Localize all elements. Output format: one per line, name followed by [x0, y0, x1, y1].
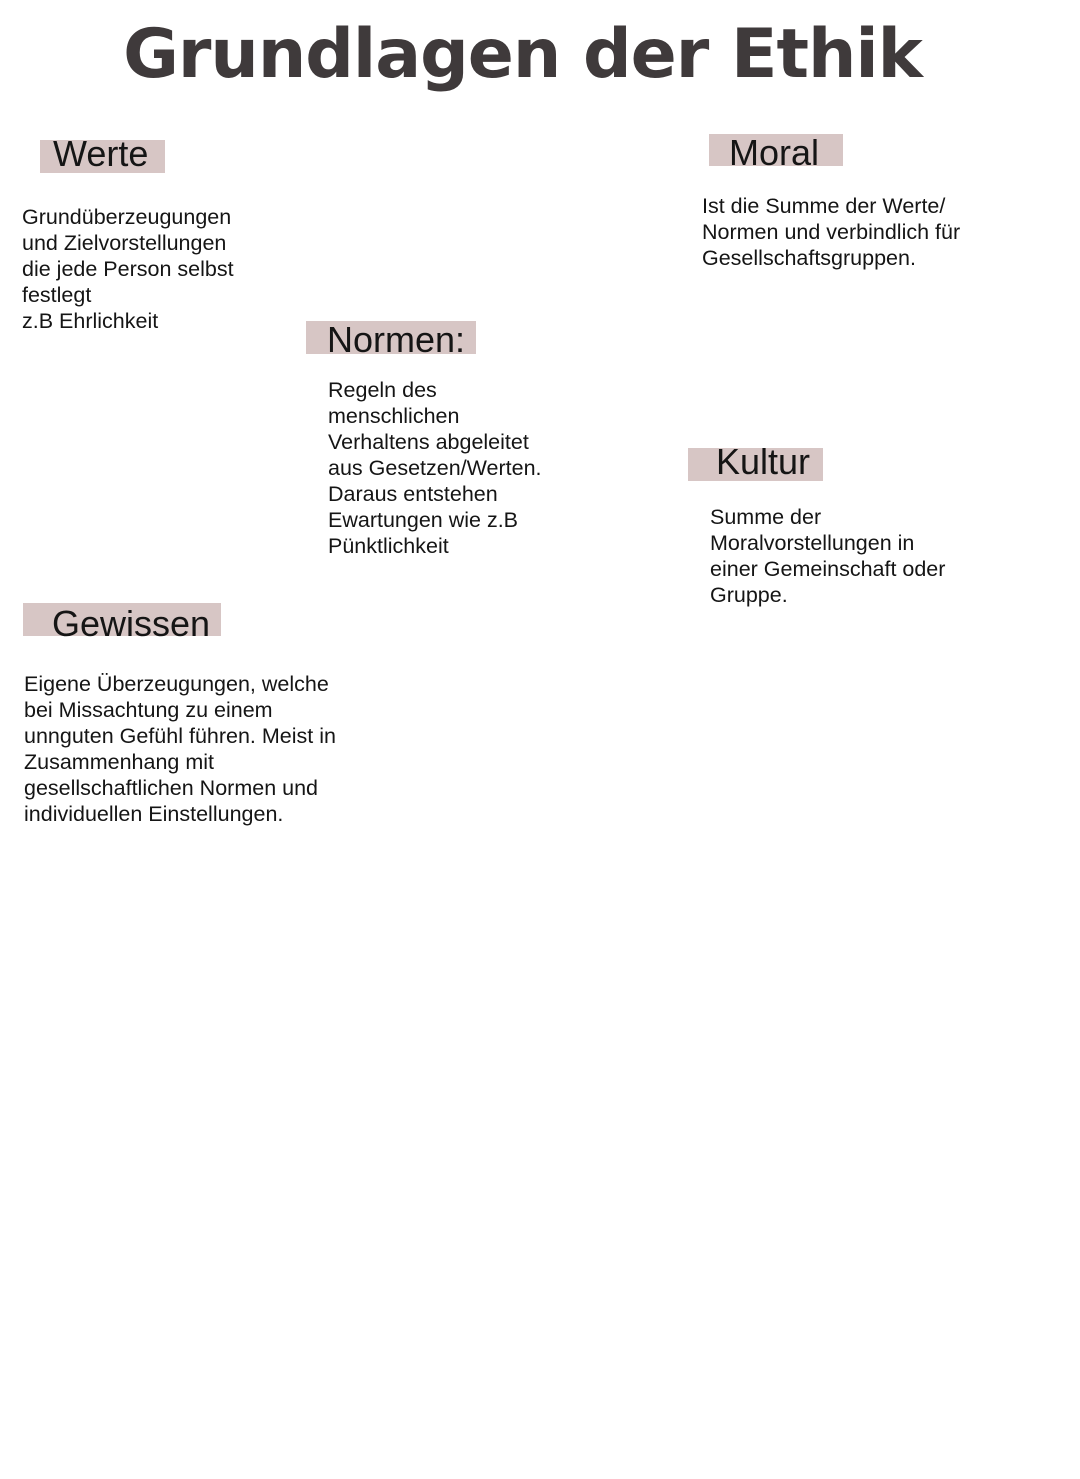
moral-line: Normen und verbindlich für [702, 220, 961, 244]
gewissen-line: gesellschaftlichen Normen und [24, 776, 318, 800]
moral-text [702, 193, 960, 271]
gewissen-line: Zusammenhang mit [24, 750, 214, 774]
page-title: Grundlagen der Ethik [123, 15, 922, 94]
moral-heading-text: Moral [729, 132, 820, 173]
moral-line: Gesellschaftsgruppen. [702, 246, 916, 270]
werte-line: und Zielvorstellungen [22, 231, 227, 255]
normen-line: Verhaltens abgeleitet [328, 430, 529, 454]
gewissen-line: Eigene Überzeugungen, welche [24, 672, 329, 696]
gewissen-text [24, 671, 336, 827]
moral-heading [729, 132, 820, 173]
werte-heading [53, 133, 149, 174]
gewissen-heading-text: Gewissen [52, 603, 211, 644]
kultur-line: Summe der [710, 505, 822, 529]
kultur-heading [716, 441, 811, 482]
kultur-heading-text: Kultur [716, 441, 811, 482]
normen-line: aus Gesetzen/Werten. [328, 456, 542, 480]
werte-text [22, 204, 234, 334]
gewissen-line: bei Missachtung zu einem [24, 698, 273, 722]
werte-line: Grundüberzeugungen [22, 205, 232, 229]
kultur-line: einer Gemeinschaft oder [710, 557, 946, 581]
kultur-line: Gruppe. [710, 583, 788, 607]
kultur-line: Moralvorstellungen in [710, 531, 915, 555]
werte-line: z.B Ehrlichkeit [22, 309, 159, 333]
normen-line: Pünktlichkeit [328, 534, 449, 558]
werte-line: die jede Person selbst [22, 257, 234, 281]
normen-line: Ewartungen wie z.B [328, 508, 519, 532]
kultur-text [710, 504, 945, 608]
normen-heading-text: Normen: [327, 319, 466, 360]
gewissen-line: individuellen Einstellungen. [24, 802, 284, 826]
gewissen-line: unnguten Gefühl führen. Meist in [24, 724, 336, 748]
normen-heading [327, 319, 466, 360]
moral-line: Ist die Summe der Werte/ [702, 194, 946, 218]
gewissen-heading [52, 603, 211, 644]
normen-text [328, 377, 542, 559]
normen-line: menschlichen [328, 404, 460, 428]
werte-line: festlegt [22, 283, 92, 307]
werte-heading-text: Werte [53, 133, 149, 174]
normen-line: Daraus entstehen [328, 482, 498, 506]
normen-line: Regeln des [328, 378, 437, 402]
